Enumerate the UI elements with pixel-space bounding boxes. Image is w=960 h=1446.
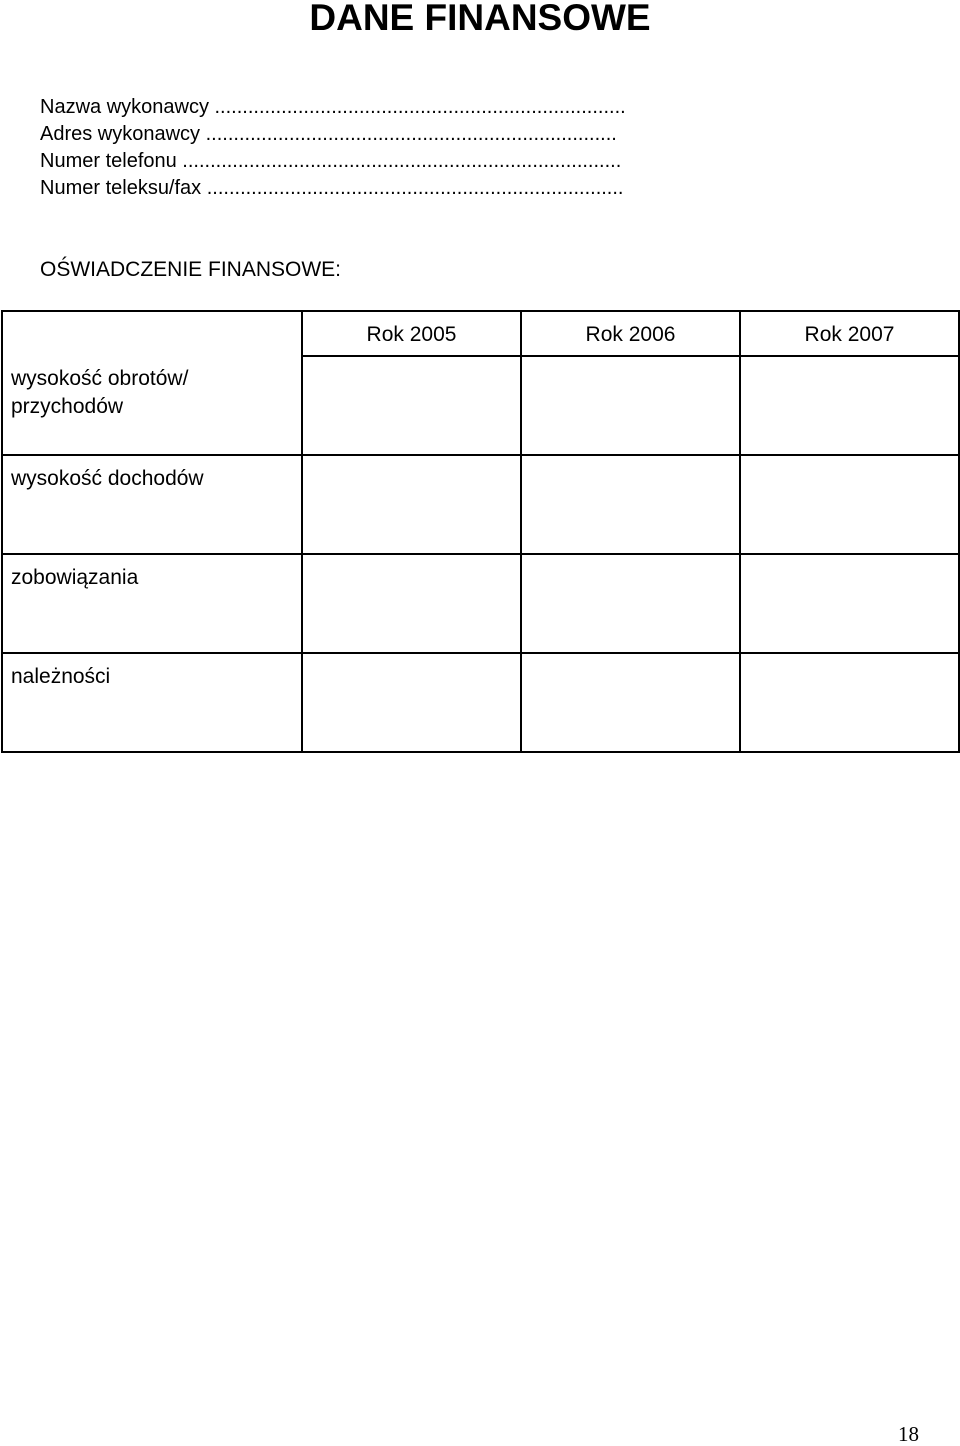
contractor-name-field: Nazwa wykonawcy .......................................................................... (40, 96, 626, 118)
table-header-row (2, 311, 959, 356)
contractor-info-list (40, 94, 626, 202)
value-cell[interactable] (521, 455, 740, 554)
row-label-liabilities: zobowiązania (2, 554, 302, 653)
year-header-2006: Rok 2006 (521, 311, 740, 356)
table-corner-cell (2, 311, 302, 356)
page-title: DANE FINANSOWE (309, 0, 651, 38)
value-cell[interactable] (740, 653, 959, 752)
value-cell[interactable] (302, 554, 521, 653)
row-label-income: wysokość dochodów (2, 455, 302, 554)
financial-data-table (1, 310, 960, 753)
row-label-receivables: należności (2, 653, 302, 752)
value-cell[interactable] (740, 356, 959, 455)
financial-statement-heading: OŚWIADCZENIE FINANSOWE: (40, 258, 342, 281)
value-cell[interactable] (740, 455, 959, 554)
year-header-2005: Rok 2005 (302, 311, 521, 356)
telex-fax-field: Numer teleksu/fax ........................................................................... (40, 177, 624, 199)
page-number: 18 (898, 1422, 919, 1446)
value-cell[interactable] (521, 356, 740, 455)
phone-number-field: Numer telefonu ............................................................................... (40, 150, 622, 172)
row-label-turnover: wysokość obrotów/ przychodów (2, 356, 302, 455)
value-cell[interactable] (302, 455, 521, 554)
table-row (2, 554, 959, 653)
value-cell[interactable] (740, 554, 959, 653)
table-row (2, 356, 959, 455)
contractor-address-field: Adres wykonawcy .......................................................................... (40, 123, 617, 145)
value-cell[interactable] (521, 554, 740, 653)
table-row (2, 455, 959, 554)
year-header-2007: Rok 2007 (740, 311, 959, 356)
value-cell[interactable] (302, 356, 521, 455)
value-cell[interactable] (302, 653, 521, 752)
table-row (2, 653, 959, 752)
value-cell[interactable] (521, 653, 740, 752)
